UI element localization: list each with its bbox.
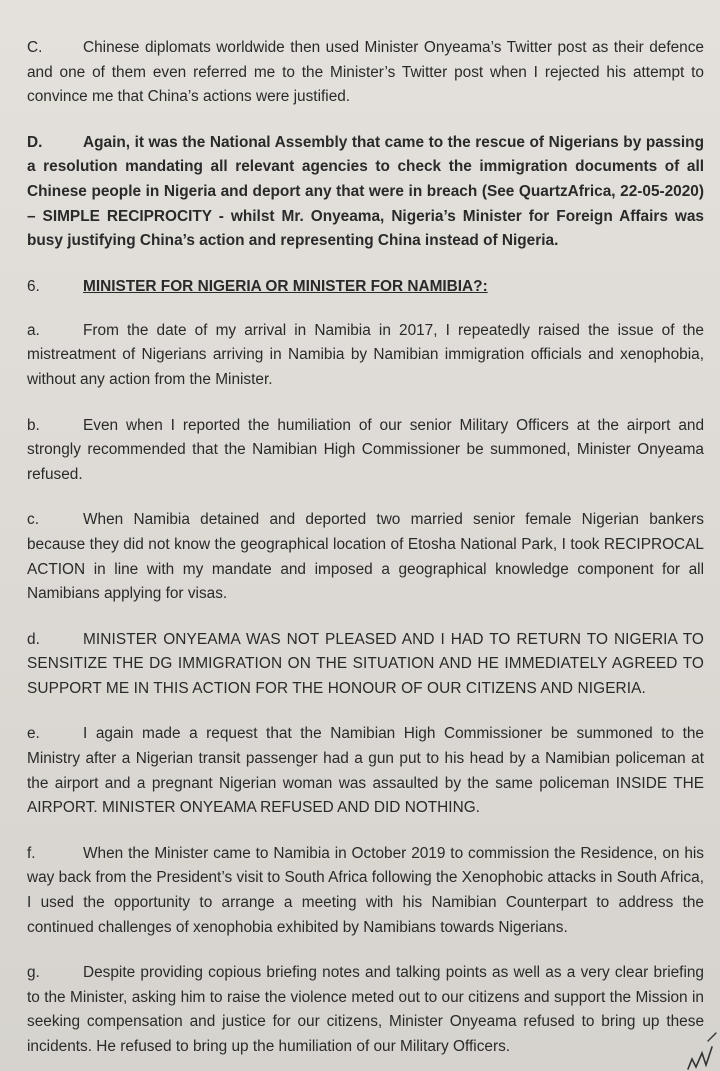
paragraph-marker: a.	[27, 321, 40, 339]
paragraph-text: Chinese diplomats worldwide then used Minister Onyeama’s Twitter post as their defence and one of them even referred me to the Minister’s Twitter post when I rejected his attempt to convince me that China’s actions were justified.	[27, 39, 704, 106]
section-number: 6.	[27, 277, 40, 295]
paragraph-marker: b.	[27, 416, 40, 434]
paragraph-text: MINISTER ONYEAMA WAS NOT PLEASED AND I HAD TO RETURN TO NIGERIA TO SENSITIZE THE DG IMMIGRATION ON THE SITUATION AND HE IMMEDIATELY AGREED TO SUPPORT ME IN THIS ACTION FOR THE HONOUR OF OUR CITIZENS AND NIGERIA.	[27, 630, 704, 697]
paragraph-marker: g.	[27, 964, 40, 982]
paragraph-marker: C.	[27, 39, 43, 56]
paragraph-b	[27, 414, 704, 488]
paragraph-d	[27, 628, 704, 702]
paragraph-g	[27, 961, 704, 1059]
paragraph-marker: d.	[27, 630, 41, 648]
paragraph-f	[27, 842, 704, 940]
paragraph-marker: e.	[27, 725, 40, 743]
section-heading-6	[27, 275, 704, 299]
paragraph-text: From the date of my arrival in Namibia in 2017, I repeatedly raised the issue of the mistreatment of Nigerians arriving in Namibia by Namibian immigration officials and xenophobia, without any action from the Minister.	[27, 321, 704, 388]
paragraph-text: I again made a request that the Namibian High Commissioner be summoned to the Ministry after a Nigerian transit passenger had a gun put to his head by a Namibian policeman at the airport and a pregnant Nigerian woman was assaulted by the same policeman INSIDE THE AIRPORT. MINISTER ONYEAMA REFUSED AND DID NOTHING.	[27, 725, 704, 817]
paragraph-marker: c.	[27, 511, 39, 529]
paragraph-e	[27, 722, 704, 820]
paragraph-text: Even when I reported the humiliation of our senior Military Officers at the airport and strongly recommended that the Namibian High Commissioner be summoned, Minister Onyeama refused.	[27, 416, 704, 483]
paragraph-a	[27, 319, 704, 393]
paragraph-text: When the Minister came to Namibia in October 2019 to commission the Residence, on his way back from the President’s visit to South Africa following the Xenophobic attacks in South Africa, I used the opportunity to arrange a meeting with his Namibian Counterpart to address the continued challenges of xenophobia exhibited by Namibians towards Nigerians.	[27, 844, 704, 936]
paragraph-marker: D.	[27, 133, 43, 151]
paragraph-text: When Namibia detained and deported two married senior female Nigerian bankers because they did not know the geographical location of Etosha National Park, I took RECIPROCAL ACTION in line with my mandate and imposed a geographical knowledge component for all Namibians applying for visas.	[27, 511, 704, 603]
paragraph-text: Again, it was the National Assembly that came to the rescue of Nigerians by passing a resolution mandating all relevant agencies to check the immigration documents of all Chinese people in Nigeria and deport any that were in breach (See QuartzAfrica, 22-05-2020) – SIMPLE RECIPROCITY - whilst Mr. Onyeama, Nigeria’s Minister for Foreign Affairs was busy justifying China’s action and representing China instead of Nigeria.	[27, 133, 704, 250]
paragraph-c	[27, 508, 704, 606]
paragraph-text: Despite providing copious briefing notes and talking points as well as a very clear briefing to the Minister, asking him to raise the violence meted out to our citizens and support the Mission in seeking compensation and justice for our citizens, Minister Onyeama refused to bring up these incidents. He refused to bring up the humiliation of our Military Officers.	[27, 964, 704, 1055]
section-title: MINISTER FOR NIGERIA OR MINISTER FOR NAMIBIA?:	[83, 277, 488, 295]
handwritten-mark-icon	[682, 1029, 718, 1071]
paragraph-C	[27, 36, 704, 110]
paragraph-D	[27, 131, 704, 254]
paragraph-marker: f.	[27, 844, 36, 862]
